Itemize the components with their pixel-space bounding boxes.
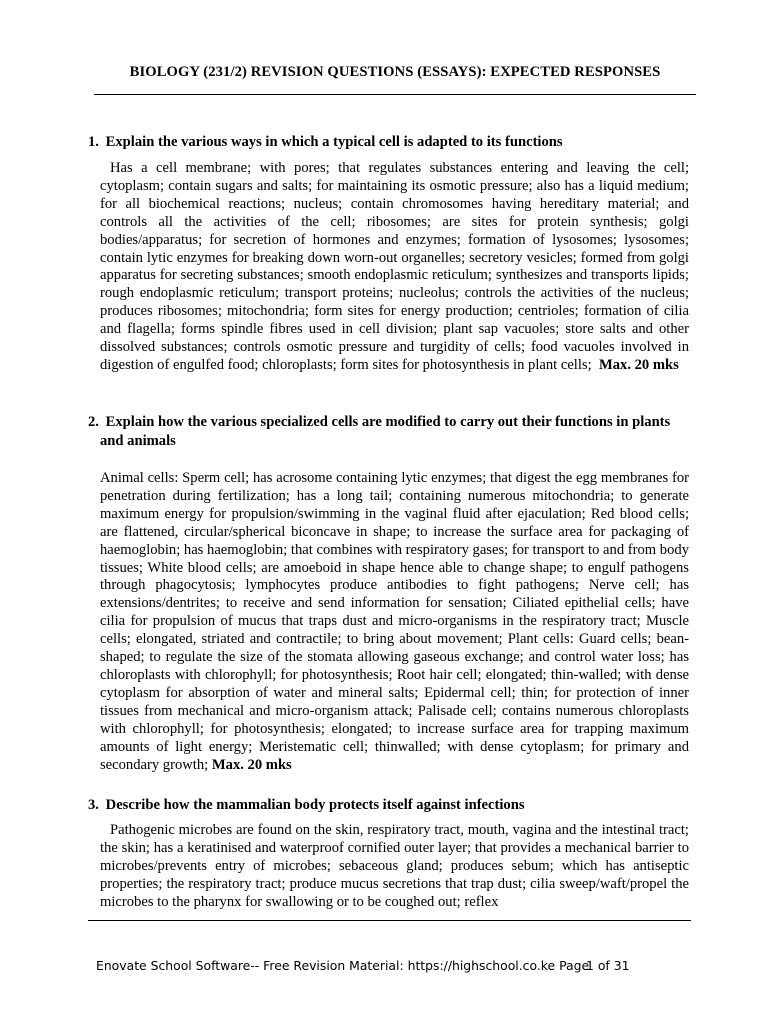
- footer-divider: [88, 920, 691, 921]
- title-divider: [94, 94, 696, 95]
- question-3-text: Describe how the mammalian body protects itself against infections: [105, 797, 525, 813]
- question-2-answer: [100, 470, 689, 774]
- question-1-answer-text: Has a cell membrane; with pores; that regulates substances entering and leaving the cell; cytoplasm; contain sugars and salts; for maintaining its osmotic pressure; also has a liquid medium; for all biochemical reactions; nucleus; contain chromosomes having hereditary material; and controls all the activities of the cell; ribosomes; are sites for protein synthesis; golgi bodies/apparatus; for secretion of hormones and enzymes; formation of lysosomes; lysosomes; contain lytic enzymes for breaking down worn-out organelles; secretory vesicles; formed from golgi apparatus for secreting substances; smooth endoplasmic reticulum; synthesizes and transports lipids; rough endoplasmic reticulum; transport proteins; nucleolus; controls the activities of the nucleus; produces ribosomes; mitochondria; form sites for energy production; centrioles; formation of cilia and flagella; forms spindle fibres used in cell division; plant sap vacuoles; store salts and other dissolved substances; controls osmotic pressure and turgidity of cells; food vacuoles involved in digestion of engulfed food; chloroplasts; form sites for photosynthesis in plant cells;: [100, 160, 689, 373]
- footer-text: Enovate School Software-- Free Revision Material: https://highschool.co.ke Page: [96, 958, 590, 973]
- question-1-answer: [100, 160, 689, 375]
- question-2-text-continued: and animals: [100, 433, 176, 449]
- question-1-number: 1.: [88, 134, 99, 150]
- page-number: 1 of 31: [586, 958, 630, 973]
- page-footer: [96, 958, 696, 973]
- document-title: BIOLOGY (231/2) REVISION QUESTIONS (ESSAYS): EXPECTED RESPONSES: [129, 64, 661, 80]
- question-1-heading: [88, 133, 692, 152]
- question-2-number: 2.: [88, 414, 99, 430]
- question-1-text: Explain the various ways in which a typical cell is adapted to its functions: [105, 134, 563, 150]
- question-2-answer-text: Animal cells: Sperm cell; has acrosome containing lytic enzymes; that digest the egg membranes for penetration during fertilization; has a long tail; containing numerous mitochondria; to generate maximum energy for propulsion/swimming in the vaginal fluid after ejaculation; Red blood cells; are flattened, circular/spherical biconcave in shape; to increase the surface area for packaging of haemoglobin; has haemoglobin; that combines with respiratory gases; for transport to and from body tissues; White blood cells; are amoeboid in shape hence able to change shape; to engulf pathogens through phagocytosis; lymphocytes produce antibodies to fight pathogens; Nerve cell; has extensions/dentrites; to receive and send information for sensation; Ciliated epithelial cells; have cilia for propulsion of mucus that traps dust and micro-organisms in the respiratory tract; Muscle cells; elongated, striated and contractile; to bring about movement; Plant cells: Guard cells; bean-shaped; to regulate the size of the stomata allowing gaseous exchange; and control water loss; has chloroplasts with chlorophyll; for photosynthesis; Root hair cell; elongated; thin-walled; with dense cytoplasm for absorption of water and mineral salts; Epidermal cell; thin; for protection of inner tissues from mechanical and micro-organism attack; Palisade cell; contains numerous chloroplasts with chlorophyll; for photosynthesis; elongated; to increase surface area for trapping maximum amounts of light energy; Meristematic cell; thinwalled; with dense cytoplasm; for primary and secondary growth;: [100, 470, 689, 773]
- question-3-number: 3.: [88, 797, 99, 813]
- question-3-heading: [88, 796, 692, 815]
- question-1-marks: Max. 20 mks: [598, 356, 679, 373]
- question-2-marks: Max. 20 mks: [211, 756, 292, 773]
- question-3-answer: [100, 822, 689, 912]
- question-3-answer-text: Pathogenic microbes are found on the skin, respiratory tract, mouth, vagina and the intestinal tract; the skin; has a keratinised and waterproof cornified outer layer; that provides a mechanical barrier to microbes/prevents entry of microbes; sebaceous gland; produces sebum; which has antiseptic properties; the respiratory tract; produce mucus secretions that trap dust; cilia sweep/waft/propel the microbes to the pharynx for swallowing or to be coughed out; reflex: [100, 822, 689, 910]
- question-2-heading: [88, 413, 692, 451]
- question-2-text: Explain how the various specialized cells are modified to carry out their functions in plants: [105, 414, 671, 430]
